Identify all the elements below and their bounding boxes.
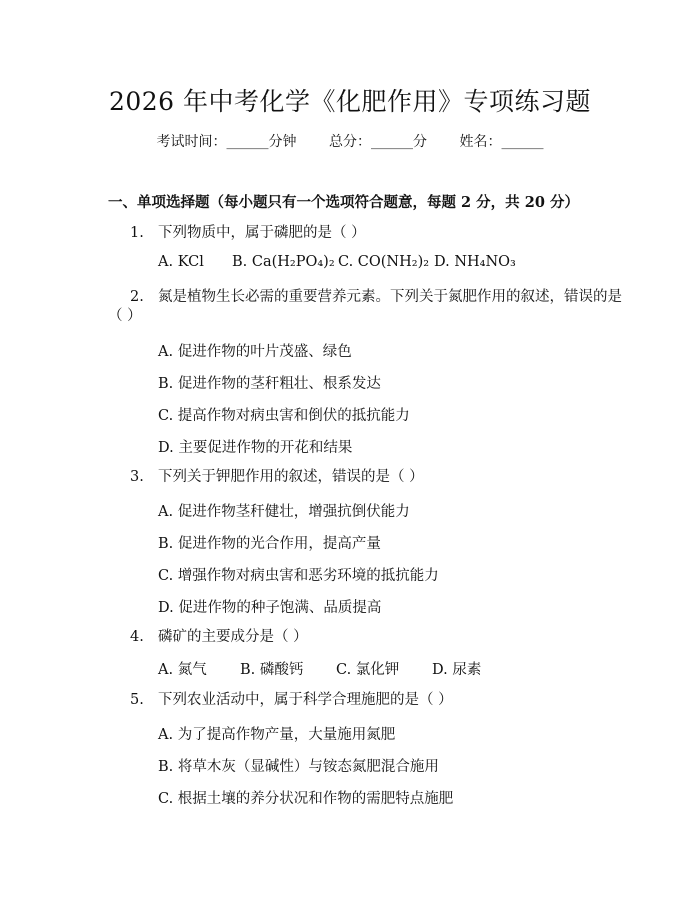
question-3-stem xyxy=(130,466,424,488)
exam-meta xyxy=(0,131,700,151)
question-1-options xyxy=(158,254,516,270)
option-a: A. KCl xyxy=(158,254,204,270)
question-3-option-b: B. 促进作物的光合作用，提高产量 xyxy=(158,536,381,552)
question-text: 磷矿的主要成分是（ ） xyxy=(158,629,308,645)
question-3-option-d: D. 促进作物的种子饱满、品质提高 xyxy=(158,600,382,616)
question-number: 2. xyxy=(130,289,144,305)
question-text: 下列物质中，属于磷肥的是（ ） xyxy=(158,225,366,241)
option-b: B. Ca(H₂PO₄)₂ xyxy=(232,254,335,270)
page-title: 2026 年中考化学《化肥作用》专项练习题 xyxy=(108,87,592,116)
question-text: 下列农业活动中，属于科学合理施肥的是（ ） xyxy=(158,692,453,708)
question-number: 3. xyxy=(130,469,144,485)
question-1-stem xyxy=(130,222,366,244)
total-score-field: 总分：______分 xyxy=(329,134,427,150)
question-number: 4. xyxy=(130,629,144,645)
student-name-field: 姓名：______ xyxy=(459,134,544,150)
question-2-option-b: B. 促进作物的茎秆粗壮、根系发达 xyxy=(158,376,381,392)
question-text: 氮是植物生长必需的重要营养元素。下列关于氮肥作用的叙述，错误的是 xyxy=(158,289,622,305)
question-5-stem xyxy=(130,689,453,711)
question-text: 下列关于钾肥作用的叙述，错误的是（ ） xyxy=(158,469,424,485)
option-d: D. NH₄NO₃ xyxy=(434,254,516,270)
question-number: 1. xyxy=(130,225,144,241)
exam-time-field: 考试时间：______分钟 xyxy=(156,134,297,150)
question-2-option-a: A. 促进作物的叶片茂盛、绿色 xyxy=(158,344,352,360)
question-2-option-d: D. 主要促进作物的开花和结果 xyxy=(158,440,353,456)
question-2-option-c: C. 提高作物对病虫害和倒伏的抵抗能力 xyxy=(158,408,410,424)
question-3-option-a: A. 促进作物茎秆健壮，增强抗倒伏能力 xyxy=(158,504,410,520)
question-2-stem xyxy=(130,286,622,308)
question-4-stem xyxy=(130,626,308,648)
question-3-option-c: C. 增强作物对病虫害和恶劣环境的抵抗能力 xyxy=(158,568,439,584)
option-b: B. 磷酸钙 xyxy=(240,662,304,678)
question-5-option-b: B. 将草木灰（显碱性）与铵态氮肥混合施用 xyxy=(158,759,439,775)
option-c: C. 氯化钾 xyxy=(336,662,400,678)
option-a: A. 氮气 xyxy=(158,662,207,678)
question-number: 5. xyxy=(130,692,144,708)
question-2-stem-line2: （ ） xyxy=(108,308,142,324)
question-5-option-a: A. 为了提高作物产量，大量施用氮肥 xyxy=(158,727,396,743)
question-4-options xyxy=(158,658,481,679)
section-heading: 一、单项选择题（每小题只有一个选项符合题意，每题 2 分，共 20 分） xyxy=(108,194,579,211)
option-c: C. CO(NH₂)₂ xyxy=(338,254,430,270)
option-d: D. 尿素 xyxy=(432,662,482,678)
question-5-option-c: C. 根据土壤的养分状况和作物的需肥特点施肥 xyxy=(158,791,454,807)
